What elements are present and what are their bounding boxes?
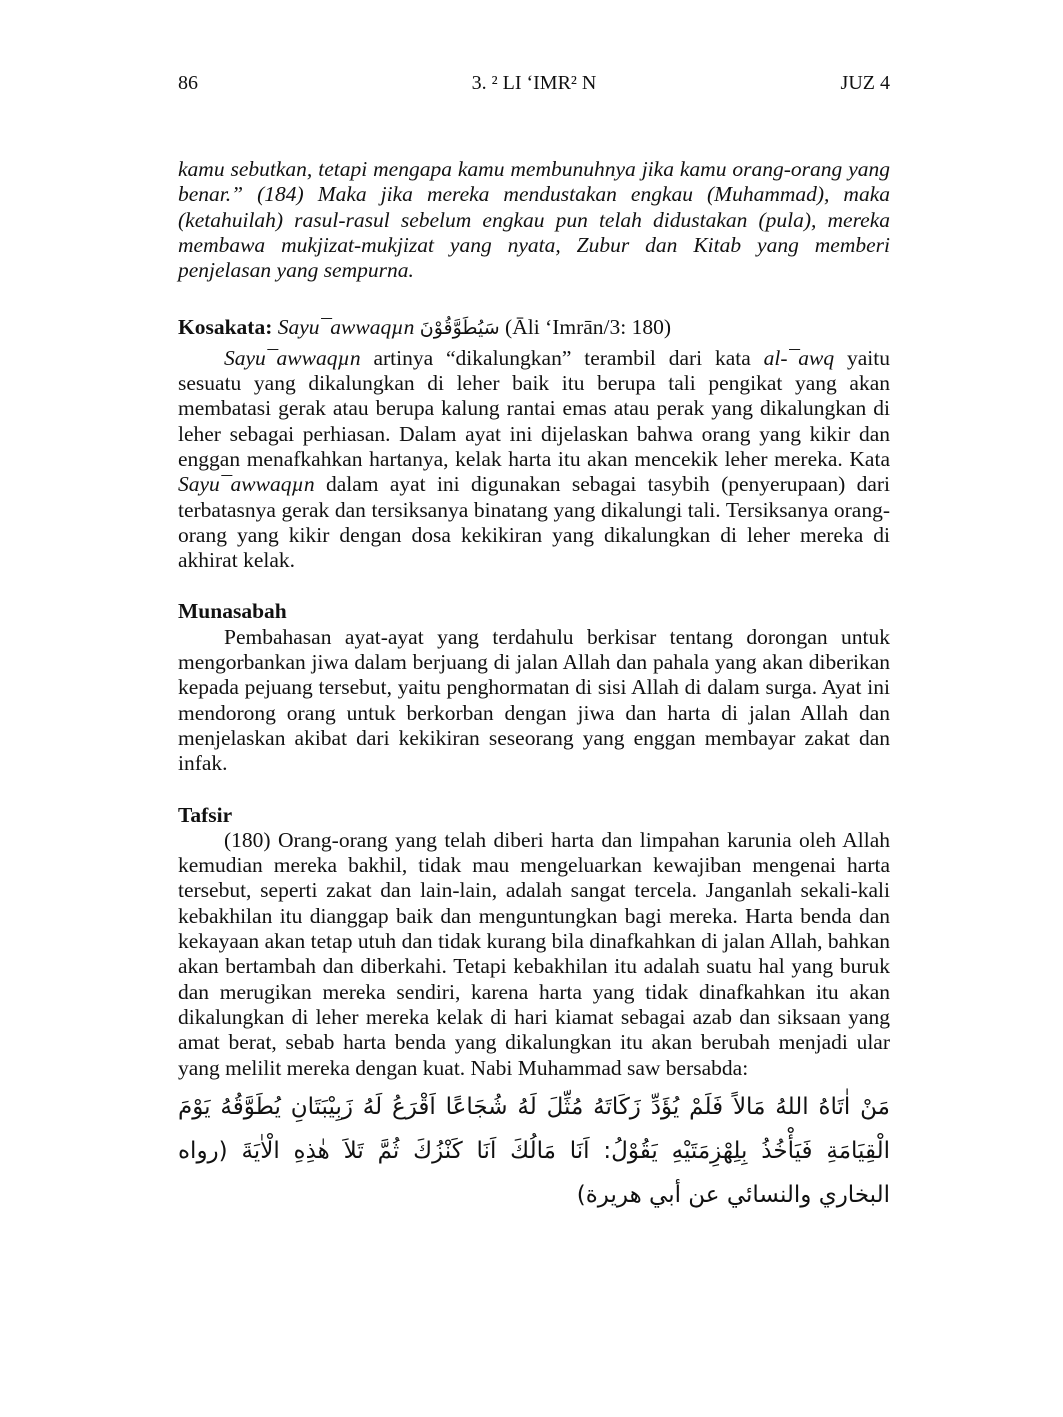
translation-paragraph: kamu sebutkan, tetapi mengapa kamu membunuhnya jika kamu orang-orang yang benar.” (184) Maka jika mereka mendustakan engkau (Muhammad), maka (ketahuilah) rasul-rasul sebelum engkau pun telah didustakan (pula), mereka membawa mukjizat-mukjizat yang nyata, Zubur dan Kitab yang memberi penjelasan yang sempurna. (178, 157, 890, 283)
kosakata-body-text: yaitu sesuatu yang dikalungkan di leher baik itu berupa tali pengikat yang akan membatasi gerak atau berupa kalung rantai emas atau perak yang dikalungkan di leher sebagai perhiasan. Dalam ayat ini dijelaskan bahwa orang yang kikir dan enggan menafkahkan hartanya, kelak harta itu akan mencekik leher mereka. Kata (178, 345, 890, 471)
hadith-arabic: مَنْ اٰتَاهُ اللهُ مَالاً فَلَمْ يُؤَدِّ زَكَاتَهُ مُثِّلَ لَهُ شُجَاعًا اَقْرَعُ لَهُ زَبِيْبَتَانِ يُطَوَّقُهُ يَوْمَ الْقِيَامَةِ فَيَأْخُذُ بِلِهْزِمَتَيْهِ يَقُوْلُ: اَنَا مَالُكَ اَنَا كَنْزُكَ ثُمَّ تَلاَ هٰذِهِ الْاٰيَةَ (رواه البخاري والنسائي عن أبي هريرة) (178, 1093, 890, 1208)
page-body (178, 157, 890, 1217)
munasabah-paragraph: Pembahasan ayat-ayat yang terdahulu berkisar tentang dorongan untuk mengorbankan jiwa dalam berjuang di jalan Allah dan pahala yang akan diberikan kepada pejuang tersebut, yaitu penghormatan di sisi Allah di dalam surga. Ayat ini mendorong orang untuk berkorban dengan jiwa dan harta di jalan Allah dan menjelaskan akibat dari kekikiran seseorang yang enggan membayar zakat dan infak. (178, 624, 890, 776)
kosakata-paragraph (178, 346, 890, 574)
kosakata-reference: (Āli ‘Imrān/3: 180) (505, 315, 672, 340)
kosakata-term: Sayu¯awwaqµn (277, 315, 415, 340)
kosakata-body-text: dalam ayat ini digunakan sebagai tasybih (penyerupaan) dari terbatasnya gerak dan tersiksanya binatang yang dikalungi tali. Tersiksanya orang-orang yang kikir dengan dosa kekikiran yang dikalungkan di leher mereka di akhirat kelak. (178, 472, 890, 573)
kosakata-arabic: سَيُطَوَّقُوْنَ (419, 317, 500, 340)
kosakata-heading-line (178, 315, 890, 341)
page-number: 86 (178, 72, 198, 94)
chapter-title: 3. ² LI ‘IMR² N (471, 72, 597, 94)
kosakata-root-word: al-¯awq (763, 345, 835, 370)
tafsir-heading: Tafsir (178, 802, 233, 827)
kosakata-body-term: Sayu¯awwaqµn (224, 345, 361, 370)
kosakata-body-text: artinya “dikalungkan” terambil dari kata (360, 345, 764, 370)
kosakata-label: Kosakata: (178, 315, 273, 340)
munasabah-heading: Munasabah (178, 599, 287, 624)
tafsir-paragraph: (180) Orang-orang yang telah diberi harta dan limpahan karunia oleh Allah kemudian mereka bakhil, tidak mau mengeluarkan kewajiban mengenai harta tersebut, seperti zakat dan lain-lain, adalah sangat tercela. Janganlah sekali-kali kebakhilan itu dianggap baik dan menguntungkan bagi mereka. Harta benda dan kekayaan akan tetap utuh dan tidak kurang bila dinafkahkan di jalan Allah, bahkan akan bertambah dan diberkahi. Tetapi kebakhilan itu adalah suatu hal yang buruk dan merugikan mereka sendiri, karena harta yang tidak dinafkahkan itu akan dikalungkan di leher mereka kelak di hari kiamat sebagai azab dan siksaan yang amat berat, sebab harta benda yang dikalungkan itu akan berubah menjadi ular yang melilit mereka dengan kuat. Nabi Muhammad saw bersabda: (178, 827, 890, 1080)
page-header (178, 72, 890, 102)
kosakata-body-term: Sayu¯awwaqµn (178, 472, 315, 497)
juz-label: JUZ 4 (840, 72, 890, 94)
